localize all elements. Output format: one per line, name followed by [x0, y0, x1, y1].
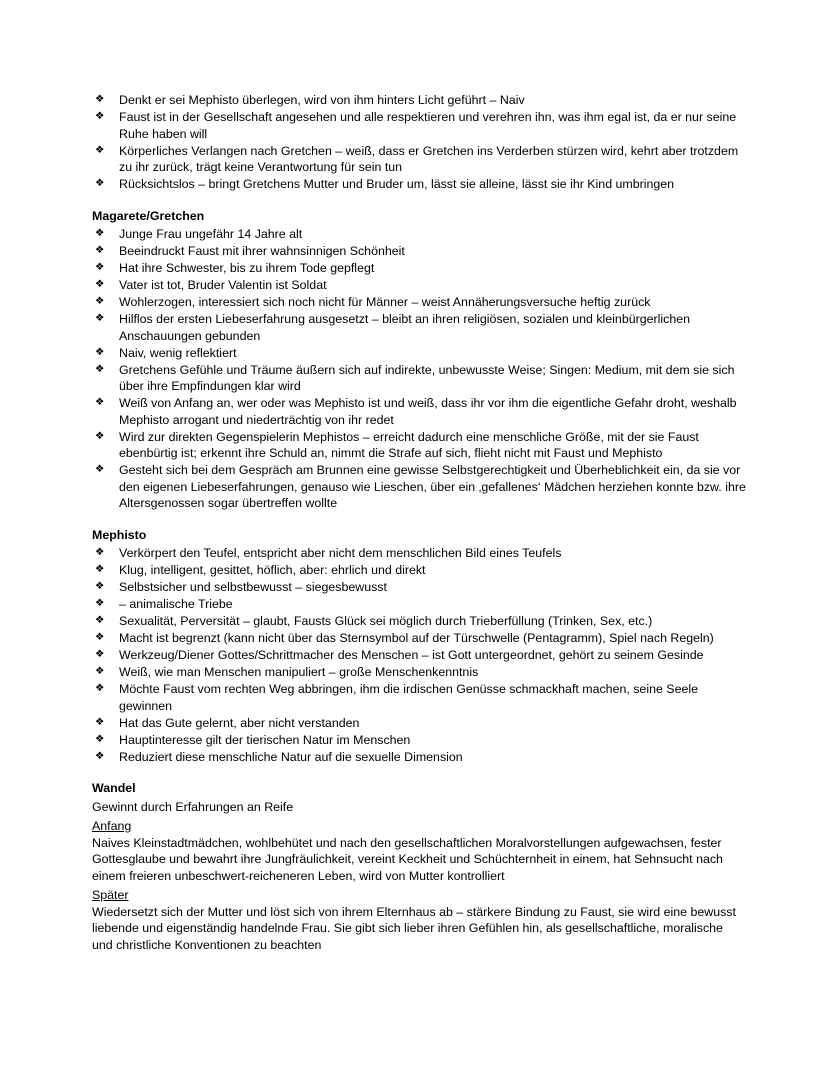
list-item: ❖ Macht ist begrenzt (kann nicht über das Sternsymbol auf der Türschwelle (Pentagramm), Spiel nach Regeln) [92, 630, 746, 647]
paragraph-anfang: Naives Kleinstadtmädchen, wohlbehütet und nach den gesellschaftlichen Moralvorstellungen aufgewachsen, fester Gottesglaube und bewahrt ihre Jungfräulichkeit, vereint Keckheit und Schüchternheit in einem, hat Sehnsucht nach einem freieren unbeschwert-reicheneren Leben, wird von Mutter kontrolliert [92, 835, 723, 883]
list-item: ❖ Beeindruckt Faust mit ihrer wahnsinnigen Schönheit [92, 243, 746, 260]
list-item: ❖ Junge Frau ungefähr 14 Jahre alt [92, 226, 746, 243]
paragraph-spaeter: Wiedersetzt sich der Mutter und löst sich von ihrem Elternhaus ab – stärkere Bindung zu Faust, sie wird eine bewusst liebende und eigenständig handelnde Frau. Sie gibt sich lieber ihren Gefühlen hin, als gesellschaftliche, moralische und christliche Konventionen zu beachten [92, 904, 736, 952]
list-item: ❖ Selbstsicher und selbstbewusst – siegesbewusst [92, 579, 746, 596]
list-item: ❖ Verkörpert den Teufel, entspricht aber nicht dem menschlichen Bild eines Teufels [92, 545, 746, 562]
bullet-list-mephisto [92, 545, 746, 765]
list-item: ❖ Hat das Gute gelernt, aber nicht verstanden [92, 715, 746, 732]
list-item: ❖ Körperliches Verlangen nach Gretchen – weiß, dass er Gretchen ins Verderben stürzen wird, kehrt aber trotzdem zu ihr zurück, trägt keine Verantwortung für sein tun [92, 143, 746, 176]
subheading-anfang: Anfang [92, 819, 132, 833]
list-item: ❖ Rücksichtslos – bringt Gretchens Mutter und Bruder um, lässt sie alleine, lässt sie ihr Kind umbringen [92, 176, 746, 193]
list-item: ❖ Weiß, wie man Menschen manipuliert – große Menschenkenntnis [92, 664, 746, 681]
bullet-list-gretchen [92, 226, 746, 512]
list-item: ❖ Werkzeug/Diener Gottes/Schrittmacher des Menschen – ist Gott untergeordnet, gehört zu seinem Gesinde [92, 647, 746, 664]
list-item: ❖ Reduziert diese menschliche Natur auf die sexuelle Dimension [92, 749, 746, 766]
list-item: ❖ Möchte Faust vom rechten Weg abbringen, ihm die irdischen Genüsse schmackhaft machen, seine Seele gewinnen [92, 681, 746, 714]
list-item: ❖ Gretchens Gefühle und Träume äußern sich auf indirekte, unbewusste Weise; Singen: Medium, mit dem sie sich über ihre Empfindungen klar wird [92, 362, 746, 395]
list-item: ❖ Weiß von Anfang an, wer oder was Mephisto ist und weiß, dass ihr vor ihm die eigentliche Gefahr droht, weshalb Mephisto arrogant und niederträchtig von ihr redet [92, 395, 746, 428]
bullet-list-faust [92, 92, 746, 193]
wandel-intro: Gewinnt durch Erfahrungen an Reife [92, 799, 294, 814]
list-item: ❖ Klug, intelligent, gesittet, höflich, aber: ehrlich und direkt [92, 562, 746, 579]
list-item: ❖ Wird zur direkten Gegenspielerin Mephistos – erreicht dadurch eine menschliche Größe, mit der sie Faust ebenbürtig ist; erkennt ihre Schuld an, nimmt die Strafe auf sich, flieht nicht mit Faust und Mephisto [92, 429, 746, 462]
list-item: ❖ Hat ihre Schwester, bis zu ihrem Tode gepflegt [92, 260, 746, 277]
document-body [92, 92, 746, 953]
section-heading-wandel: Wandel [92, 781, 136, 795]
subheading-spaeter: Später [92, 888, 129, 902]
list-item: ❖ Wohlerzogen, interessiert sich noch nicht für Männer – weist Annäherungsversuche heftig zurück [92, 294, 746, 311]
list-item: ❖ Sexualität, Perversität – glaubt, Fausts Glück sei möglich durch Trieberfüllung (Trinken, Sex, etc.) [92, 613, 746, 630]
list-item: ❖ Hilflos der ersten Liebeserfahrung ausgesetzt – bleibt an ihren religiösen, sozialen und kleinbürgerlichen Anschauungen gebunden [92, 311, 746, 344]
list-item: ❖ Denkt er sei Mephisto überlegen, wird von ihm hinters Licht geführt – Naiv [92, 92, 746, 109]
list-item: ❖ Hauptinteresse gilt der tierischen Natur im Menschen [92, 732, 746, 749]
list-item: ❖ Vater ist tot, Bruder Valentin ist Soldat [92, 277, 746, 294]
section-heading-gretchen: Magarete/Gretchen [92, 208, 205, 223]
list-item: ❖ Faust ist in der Gesellschaft angesehen und alle respektieren und verehren ihn, was ihm egal ist, da er nur seine Ruhe haben will [92, 109, 746, 142]
section-heading-mephisto: Mephisto [92, 527, 147, 542]
list-item: ❖ Naiv, wenig reflektiert [92, 345, 746, 362]
list-item: ❖ – animalische Triebe [92, 596, 746, 613]
list-item: ❖ Gesteht sich bei dem Gespräch am Brunnen eine gewisse Selbstgerechtigkeit und Überheblichkeit ein, da sie vor den eigenen Liebeserfahrungen, genauso wie Lieschen, über ein ‚gefallenes‘ Mädchen herziehen konnte bzw. ihre Altersgenossen sogar übertreffen wollte [92, 462, 746, 512]
